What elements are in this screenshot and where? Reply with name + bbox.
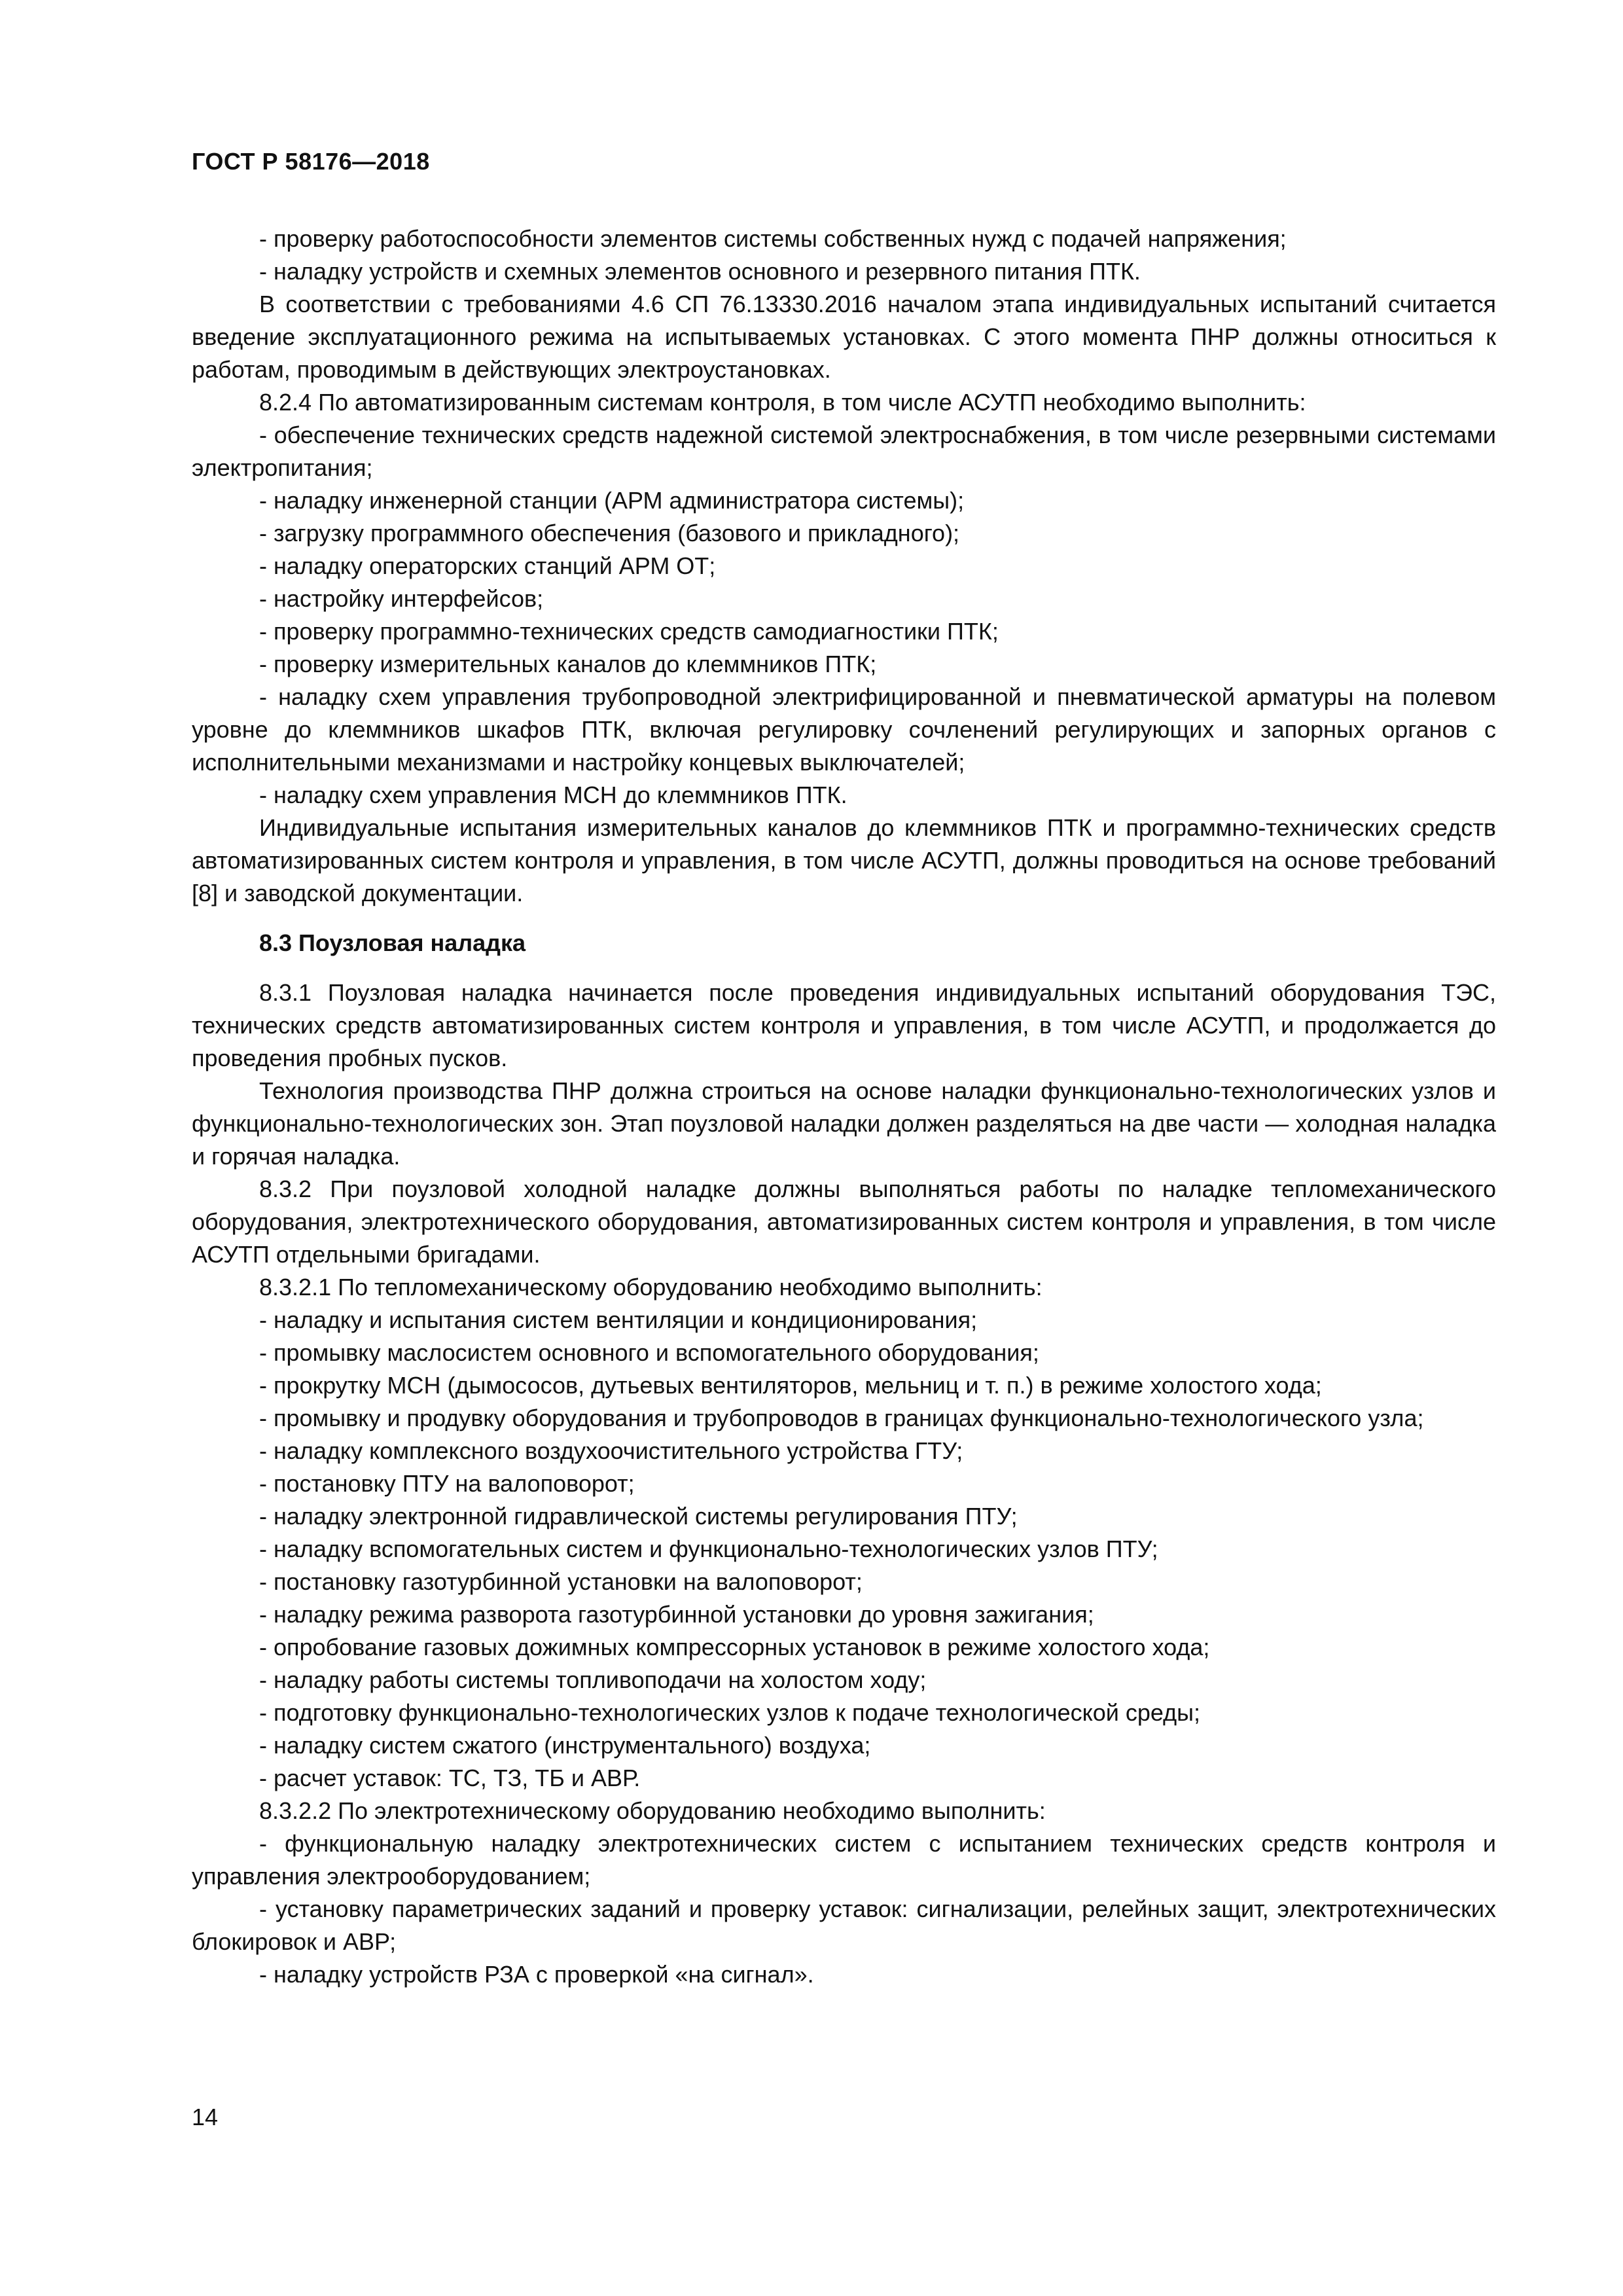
list-item: - наладку систем сжатого (инструментального) воздуха; — [192, 1729, 1496, 1762]
paragraph: В соответствии с требованиями 4.6 СП 76.13330.2016 началом этапа индивидуальных испытаний считается введение эксплуатационного режима на испытываемых установках. С этого момента ПНР должны относиться к работам, проводимым в действующих электроустановках. — [192, 291, 1496, 383]
list-item: - загрузку программного обеспечения (базового и прикладного); — [192, 517, 1496, 550]
list-item: - промывку и продувку оборудования и трубопроводов в границах функционально-технологического узла; — [192, 1402, 1496, 1435]
list-item: - наладку комплексного воздухоочистительного устройства ГТУ; — [192, 1435, 1496, 1467]
list-item: - проверку программно-технических средств самодиагностики ПТК; — [192, 615, 1496, 648]
section-heading: 8.3 Поузловая наладка — [259, 929, 526, 956]
list-item: - наладку схем управления трубопроводной электрифицированной и пневматической арматуры на полевом уровне до клеммников шкафов ПТК, включая регулировку сочленений регулирующих и запорных органов с исполнительными механизмами и настройку концевых выключателей; — [192, 681, 1496, 779]
paragraph: 8.3.2 При поузловой холодной наладке должны выполняться работы по наладке тепломеханического оборудования, электротехнического оборудования, автоматизированных систем контроля и управления, в том числе АСУТП отдельными бригадами. — [192, 1175, 1496, 1268]
list-item: - наладку устройств и схемных элементов основного и резервного питания ПТК. — [192, 255, 1496, 288]
list-item: - подготовку функционально-технологических узлов к подаче технологической среды; — [192, 1696, 1496, 1729]
list-item: - наладку операторских станций АРМ ОТ; — [192, 550, 1496, 583]
document-body — [192, 223, 1496, 1991]
list-item: - опробование газовых дожимных компрессорных установок в режиме холостого хода; — [192, 1631, 1496, 1664]
list-item: - прокрутку МСН (дымососов, дутьевых вентиляторов, мельниц и т. п.) в режиме холостого хода; — [192, 1369, 1496, 1402]
paragraph: 8.3.2.2 По электротехническому оборудованию необходимо выполнить: — [259, 1797, 1046, 1824]
list-item: - наладку устройств РЗА с проверкой «на сигнал». — [192, 1958, 1496, 1991]
document-header: ГОСТ Р 58176—2018 — [192, 148, 430, 175]
list-item: - проверку работоспособности элементов системы собственных нужд с подачей напряжения; — [192, 223, 1496, 255]
paragraph: 8.3.2.1 По тепломеханическому оборудованию необходимо выполнить: — [259, 1274, 1043, 1300]
paragraph: Индивидуальные испытания измерительных каналов до клеммников ПТК и программно-технических средств автоматизированных систем контроля и управления, в том числе АСУТП, должны проводиться на основе требований [8] и заводской документации. — [192, 814, 1496, 906]
list-item: - постановку ПТУ на валоповорот; — [192, 1467, 1496, 1500]
list-item: - обеспечение технических средств надежной системой электроснабжения, в том числе резервными системами электропитания; — [192, 419, 1496, 484]
list-item: - наладку вспомогательных систем и функционально-технологических узлов ПТУ; — [192, 1533, 1496, 1566]
list-item: - установку параметрических заданий и проверку уставок: сигнализации, релейных защит, электротехнических блокировок и АВР; — [192, 1893, 1496, 1958]
list-item: - постановку газотурбинной установки на валоповорот; — [192, 1566, 1496, 1598]
list-item: - наладку схем управления МСН до клеммников ПТК. — [192, 779, 1496, 812]
list-item: - проверку измерительных каналов до клеммников ПТК; — [192, 648, 1496, 681]
list-item: - промывку маслосистем основного и вспомогательного оборудования; — [192, 1336, 1496, 1369]
list-item: - наладку работы системы топливоподачи на холостом ходу; — [192, 1664, 1496, 1696]
list-item: - наладку инженерной станции (АРМ администратора системы); — [192, 484, 1496, 517]
list-item: - наладку и испытания систем вентиляции и кондиционирования; — [192, 1304, 1496, 1336]
list-item: - расчет уставок: ТС, ТЗ, ТБ и АВР. — [192, 1762, 1496, 1795]
list-item: - настройку интерфейсов; — [192, 583, 1496, 615]
list-item: - наладку режима разворота газотурбинной установки до уровня зажигания; — [192, 1598, 1496, 1631]
paragraph: Технология производства ПНР должна строиться на основе наладки функционально-технологических узлов и функционально-технологических зон. Этап поузловой наладки должен разделяться на две части — холодная наладка и горячая наладка. — [192, 1077, 1496, 1170]
list-item: - наладку электронной гидравлической системы регулирования ПТУ; — [192, 1500, 1496, 1533]
page-number: 14 — [192, 2104, 219, 2130]
paragraph: 8.3.1 Поузловая наладка начинается после проведения индивидуальных испытаний оборудования ТЭС, технических средств автоматизированных систем контроля и управления, в том числе АСУТП, и продолжается до проведения пробных пусков. — [192, 979, 1496, 1071]
list-item: - функциональную наладку электротехнических систем с испытанием технических средств контроля и управления электрооборудованием; — [192, 1827, 1496, 1893]
paragraph: 8.2.4 По автоматизированным системам контроля, в том числе АСУТП необходимо выполнить: — [259, 389, 1306, 416]
